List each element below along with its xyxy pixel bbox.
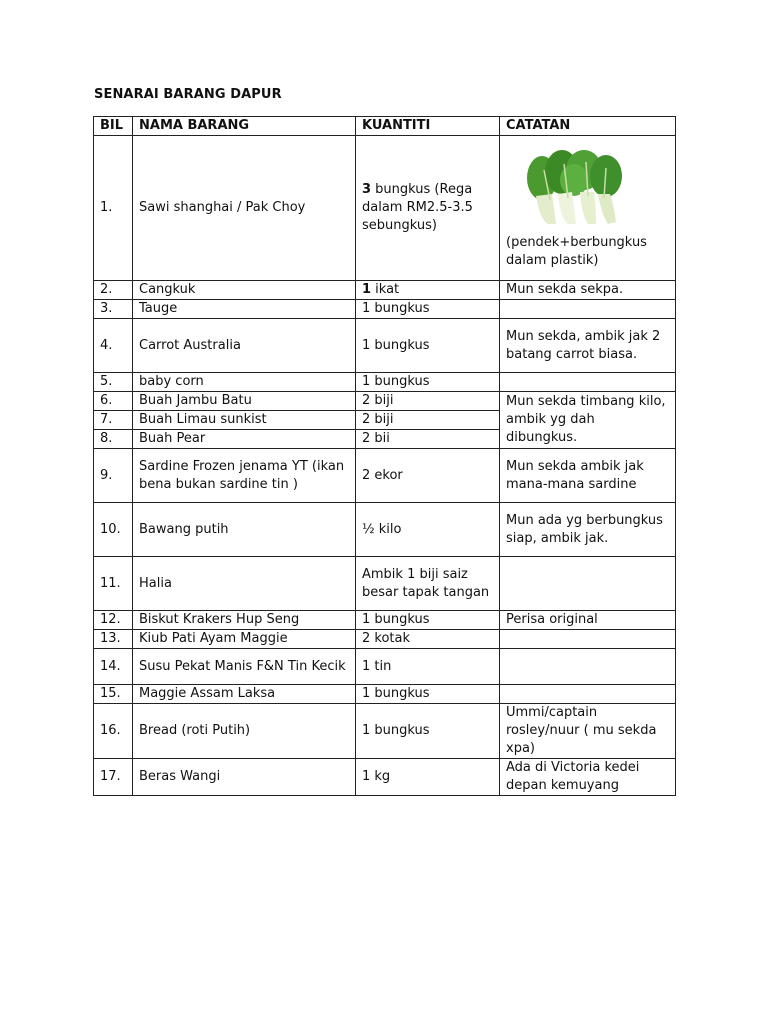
row-number: 6. (94, 392, 133, 411)
item-quantity: 2 bii (356, 430, 500, 449)
row-number: 9. (94, 449, 133, 503)
row-number: 10. (94, 503, 133, 557)
item-name: Bread (roti Putih) (133, 704, 356, 759)
table-row (94, 704, 676, 759)
table-row (94, 373, 676, 392)
note-text: (pendek+berbungkus dalam plastik) (506, 235, 647, 268)
row-number: 11. (94, 557, 133, 611)
table-row (94, 557, 676, 611)
item-quantity: 1 bungkus (356, 685, 500, 704)
table-row (94, 503, 676, 557)
header-kuantiti: KUANTITI (356, 117, 500, 136)
quantity-detail: bungkus (Rega dalam RM2.5-3.5 sebungkus) (362, 182, 473, 233)
table-row (94, 449, 676, 503)
item-note: Ada di Victoria kedei depan kemuyang (500, 759, 676, 796)
row-number: 2. (94, 281, 133, 300)
item-note: Perisa original (500, 611, 676, 630)
item-quantity (356, 136, 500, 281)
table-row (94, 300, 676, 319)
table-row (94, 319, 676, 373)
item-quantity: 1 bungkus (356, 611, 500, 630)
item-quantity: 1 tin (356, 649, 500, 685)
item-quantity: 1 bungkus (356, 373, 500, 392)
table-row (94, 630, 676, 649)
row-number: 14. (94, 649, 133, 685)
header-nama-barang: NAMA BARANG (133, 117, 356, 136)
item-name: Sawi shanghai / Pak Choy (133, 136, 356, 281)
item-note: Mun sekda sekpa. (500, 281, 676, 300)
quantity-number: 1 (362, 282, 372, 297)
item-quantity: 2 ekor (356, 449, 500, 503)
table-row (94, 685, 676, 704)
item-quantity: 2 kotak (356, 630, 500, 649)
item-name: baby corn (133, 373, 356, 392)
header-bil: BIL (94, 117, 133, 136)
row-number: 1. (94, 136, 133, 281)
item-note (500, 136, 676, 281)
table-row (94, 281, 676, 300)
row-number: 13. (94, 630, 133, 649)
item-name: Kiub Pati Ayam Maggie (133, 630, 356, 649)
item-quantity: 2 biji (356, 411, 500, 430)
item-name: Buah Pear (133, 430, 356, 449)
item-name: Cangkuk (133, 281, 356, 300)
row-number: 17. (94, 759, 133, 796)
item-note: Mun sekda timbang kilo, ambik yg dah dibungkus. (500, 392, 676, 449)
item-note (500, 649, 676, 685)
item-name: Buah Jambu Batu (133, 392, 356, 411)
item-quantity: 1 bungkus (356, 704, 500, 759)
bok-choy-image (524, 150, 628, 226)
quantity-detail: ikat (371, 282, 400, 297)
row-number: 8. (94, 430, 133, 449)
row-number: 7. (94, 411, 133, 430)
item-quantity: 1 bungkus (356, 319, 500, 373)
quantity-number: 3 (362, 182, 372, 197)
row-number: 15. (94, 685, 133, 704)
item-name: Tauge (133, 300, 356, 319)
table-row (94, 611, 676, 630)
item-quantity: ½ kilo (356, 503, 500, 557)
row-number: 16. (94, 704, 133, 759)
item-quantity (356, 281, 500, 300)
item-note: Ummi/captain rosley/nuur ( mu sekda xpa) (500, 704, 676, 759)
page-title: SENARAI BARANG DAPUR (94, 87, 282, 102)
item-note: Mun sekda ambik jak mana-mana sardine (500, 449, 676, 503)
item-name: Halia (133, 557, 356, 611)
item-name: Biskut Krakers Hup Seng (133, 611, 356, 630)
table-row (94, 759, 676, 796)
row-number: 5. (94, 373, 133, 392)
header-catatan: CATATAN (500, 117, 676, 136)
table-row (94, 136, 676, 281)
item-name: Buah Limau sunkist (133, 411, 356, 430)
item-quantity: 1 kg (356, 759, 500, 796)
row-number: 3. (94, 300, 133, 319)
item-note (500, 373, 676, 392)
item-note: Mun ada yg berbungkus siap, ambik jak. (500, 503, 676, 557)
item-note (500, 300, 676, 319)
item-quantity: Ambik 1 biji saiz besar tapak tangan (356, 557, 500, 611)
item-quantity: 1 bungkus (356, 300, 500, 319)
item-note (500, 630, 676, 649)
table-row (94, 649, 676, 685)
row-number: 12. (94, 611, 133, 630)
table-header-row (94, 117, 676, 136)
item-name: Carrot Australia (133, 319, 356, 373)
item-name: Susu Pekat Manis F&N Tin Kecik (133, 649, 356, 685)
table-row (94, 392, 676, 411)
item-note (500, 685, 676, 704)
shopping-list-table (93, 116, 676, 796)
row-number: 4. (94, 319, 133, 373)
item-note (500, 557, 676, 611)
item-name: Maggie Assam Laksa (133, 685, 356, 704)
item-name: Sardine Frozen jenama YT (ikan bena bukan sardine tin ) (133, 449, 356, 503)
item-name: Beras Wangi (133, 759, 356, 796)
item-note: Mun sekda, ambik jak 2 batang carrot biasa. (500, 319, 676, 373)
item-name: Bawang putih (133, 503, 356, 557)
item-quantity: 2 biji (356, 392, 500, 411)
